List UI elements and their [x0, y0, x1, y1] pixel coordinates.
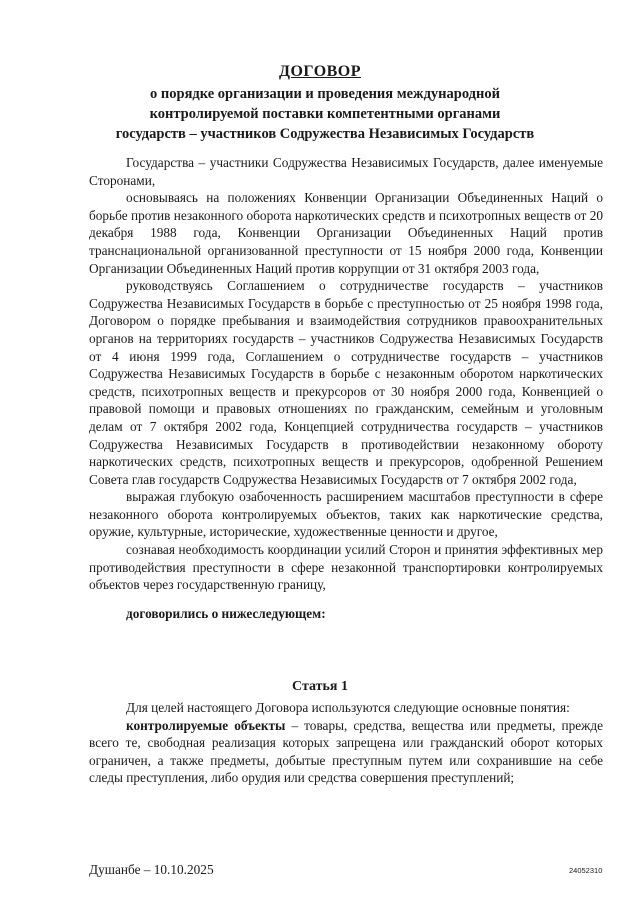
subtitle-line-1: о порядке организации и проведения международной [150, 86, 500, 102]
place-date-footer: Душанбе – 10.10.2025 [89, 862, 214, 877]
agreed-clause: договорились о нижеследующем: [126, 605, 326, 621]
article-body [89, 699, 603, 787]
subtitle-line-3: государств – участников Содружества Независимых Государств [115, 126, 535, 142]
article-heading: Статья 1 [292, 679, 348, 694]
preamble-paragraph: сознавая необходимость координации усилий Сторон и принятия эффективных мер противодействия преступности в сфере незаконной транспортировки контролируемых объектов через государственную границу, [89, 542, 603, 593]
term-name: контролируемые объекты [126, 717, 286, 733]
term-definition-paragraph [89, 717, 603, 787]
document-subtitle [90, 84, 560, 144]
preamble-paragraph: руководствуясь Соглашением о сотрудничестве государств – участников Содружества Независимых Государств в борьбе с преступностью от 25 ноября 1998 года, Договором о порядке пребывания и взаимодействия сотрудников правоохранительных органов на территориях государств – участников Содружества Независимых Государств от 4 июня 1999 года, Соглашением о сотрудничестве государств – участников Содружества Независимых Государств в борьбе с незаконным оборотом наркотических средств, психотропных веществ и прекурсоров от 30 ноября 2000 года, Конвенцией о правовой помощи и правовых отношениях по гражданским, семейным и уголовным делам от 7 октября 2002 года, Концепцией сотрудничества государств – участников Содружества Независимых Государств в противодействии незаконному обороту наркотических средств, психотропных веществ и прекурсоров, одобренной Решением Совета глав государств Содружества Независимых Государств от 7 октября 2002 года, [89, 278, 603, 487]
preamble-paragraph: выражая глубокую озабоченность расширением масштабов преступности в сфере незаконного оборота контролируемых объектов, таких как наркотические средства, оружие, культурные, исторические, художественные ценности и другое, [89, 489, 603, 540]
subtitle-line-2: контролируемой поставки компетентными органами [149, 106, 501, 122]
document-title: ДОГОВОР [278, 63, 362, 80]
preamble-paragraph: Государства – участники Содружества Независимых Государств, далее именуемые Сторонами, [89, 155, 603, 188]
preamble-paragraph: основываясь на положениях Конвенции Организации Объединенных Наций о борьбе против незаконного оборота наркотических средств и психотропных веществ от 20 декабря 1988 года, Конвенции Организации Объединенных Наций против транснациональной организованной преступности от 15 ноября 2000 года, Конвенции Организации Объединенных Наций против коррупции от 31 октября 2003 года, [89, 190, 603, 276]
term-definition: – товары, средства, вещества или предметы, прежде всего те, свободная реализация которых запрещена или гражданский оборот которых ограничен, а также предметы, добытые преступным путем или сохранившие на себе следы преступления, либо орудия или средства совершения преступлений; [89, 717, 603, 786]
document-number: 24052310 [569, 866, 603, 875]
preamble [89, 154, 603, 622]
article-intro: Для целей настоящего Договора используются следующие основные понятия: [126, 700, 570, 715]
